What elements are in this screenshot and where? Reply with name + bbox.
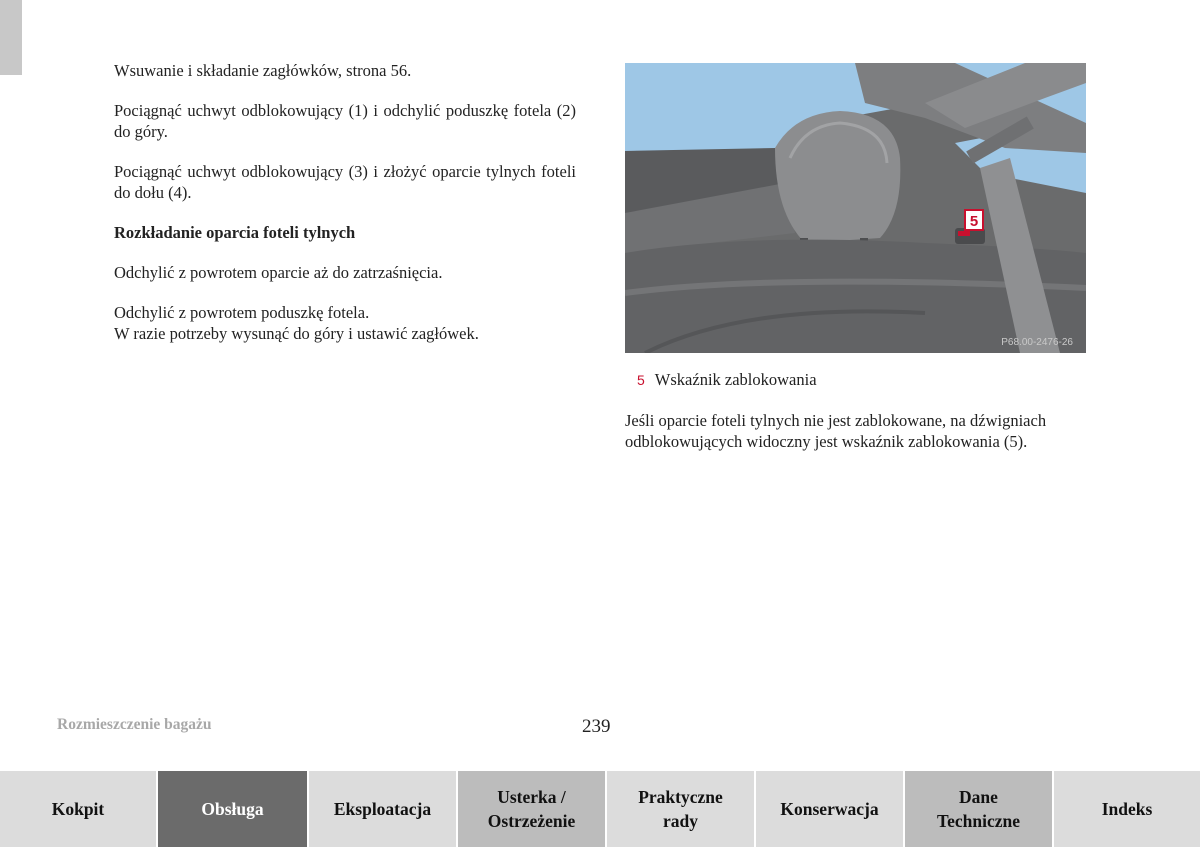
seat-illustration-drawing [625,63,1086,353]
paragraph-cushion: Pociągnąć uchwyt odblokowujący (1) i odchylić poduszkę fotela (2) do góry. [114,101,576,141]
nav-obsluga[interactable] [158,771,309,847]
nav-label: Obsługa [201,799,264,819]
corner-tab [0,0,22,75]
nav-konserwacja[interactable] [756,771,905,847]
nav-indeks[interactable] [1054,771,1200,847]
nav-label: Usterka / Ostrzeżenie [487,787,576,831]
figure-code: P68.00-2476-26 [1001,337,1073,348]
paragraph-backrest-return: Odchylić z powrotem oparcie aż do zatrzaśnięcia. [114,263,443,282]
paragraph-cushion-return [114,302,576,344]
nav-praktyczne[interactable] [607,771,756,847]
left-column [114,60,576,363]
section-name: Rozmieszczenie bagażu [57,716,212,733]
section-heading: Rozkładanie oparcia foteli tylnych [114,223,356,242]
caption-number: 5 [637,372,645,388]
nav-label: Indeks [1101,799,1153,819]
figure-caption [637,369,817,391]
right-column [625,410,1093,452]
nav-eksploatacja[interactable] [309,771,458,847]
paragraph-backrest-fold: Pociągnąć uchwyt odblokowujący (3) i złożyć oparcie tylnych foteli do dołu (4). [114,162,576,202]
chapter-nav [0,771,1200,847]
figure-callout: 5 [969,213,979,230]
nav-label: Kokpit [51,799,105,819]
nav-kokpit[interactable] [0,771,158,847]
nav-label: Konserwacja [780,799,879,819]
paragraph-line: W razie potrzeby wysunąć do góry i ustawić zagłówek. [114,324,479,343]
caption-text: Wskaźnik zablokowania [654,370,817,389]
lock-indicator-paragraph: Jeśli oparcie foteli tylnych nie jest zablokowane, na dźwigniach odblokowujących widoczny jest wskaźnik zablokowania (5). [625,411,1047,451]
page-number: 239 [582,716,611,737]
nav-label: Dane Techniczne [937,787,1020,831]
paragraph-headrest-ref: Wsuwanie i składanie zagłówków, strona 56. [114,61,412,80]
nav-label: Eksploatacja [333,799,432,819]
seat-illustration [625,63,1086,353]
paragraph-line: Odchylić z powrotem poduszkę fotela. [114,303,370,322]
nav-usterka[interactable] [458,771,607,847]
nav-dane[interactable] [905,771,1054,847]
nav-label: Praktyczne rady [638,787,723,831]
